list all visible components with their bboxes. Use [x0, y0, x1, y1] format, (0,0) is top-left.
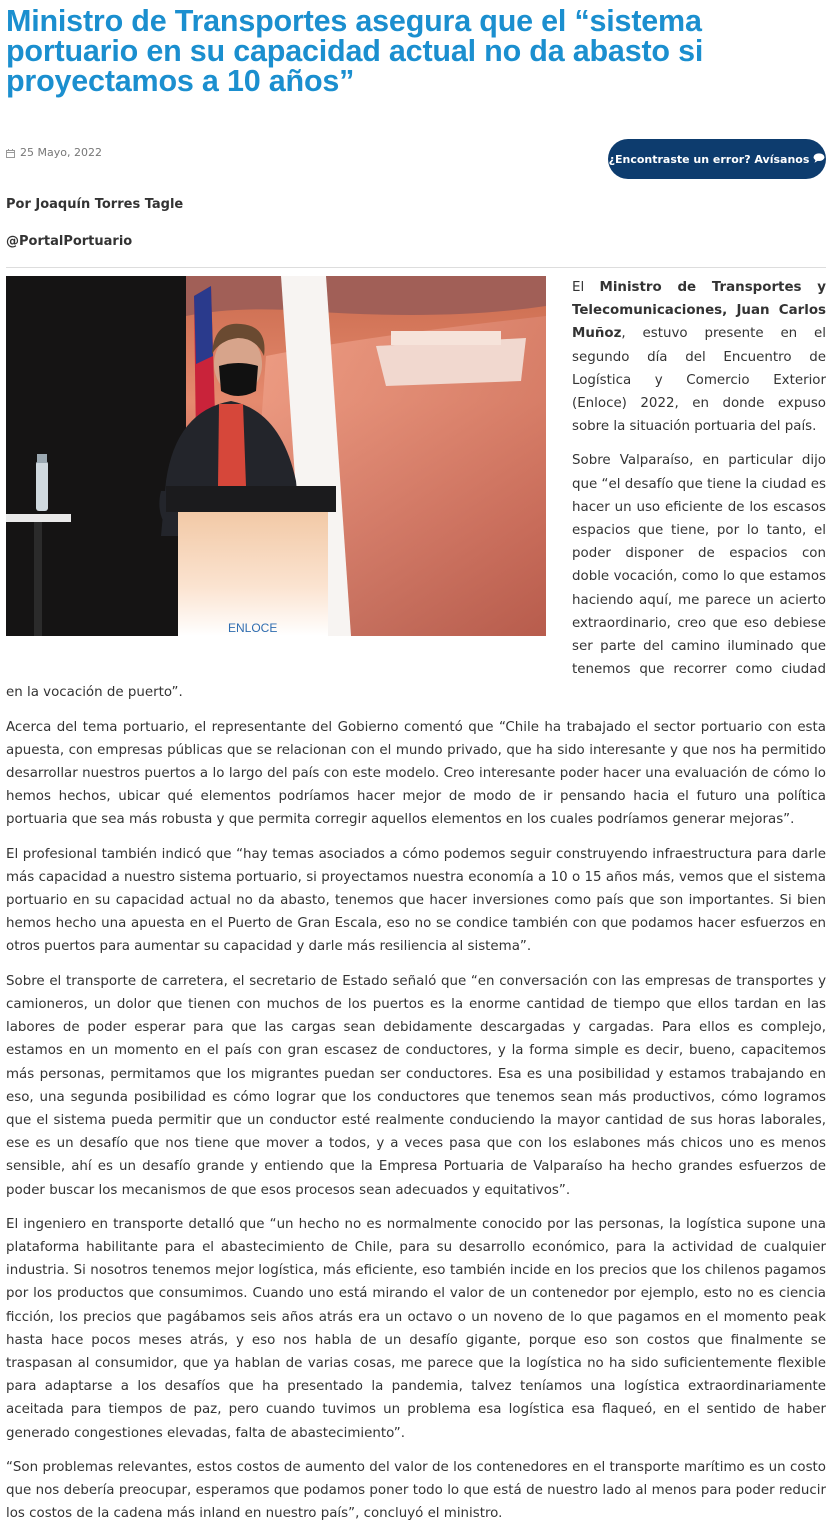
- paragraph-text: , estuvo presente en el segundo día del Encuentro de Logística y Comercio Exterior (Enloce) 2022, en donde expuso sobre la situación portuaria del país.: [572, 326, 826, 435]
- article-paragraph: El ingeniero en transporte detalló que “un hecho no es normalmente conocido por las personas, la logística supone una plataforma habilitante para el abastecimiento de Chile, para su desarrollo económico, para la actividad de cualquier industria. Si nosotros tenemos mejor logística, más eficiente, eso también incide en los precios que los chilenos pagamos por los productos que consumimos. Cuando uno está mirando el valor de un contenedor por ejemplo, esto no es ciencia ficción, los precios que pagábamos seis años atrás era un octavo o un noveno de lo que pagamos en el momento peak hasta hace pocos meses atrás, y eso nos habla de un desafío gigante, porque eso son costos que finalmente se traspasan al consumidor, que ya hablan de varias cosas, me parece que la logística no ha sido suficientemente flexible para adaptarse a los desafíos que ha presentado la pandemia, talvez teníamos una logística extraordinariamente aceitada para tiempos de paz, pero cuando tuvimos un problema esa logística esa flaqueó, en el sentido de haber generado congestiones elevadas, falta de abastecimiento”.: [6, 1216, 826, 1441]
- article-title: Ministro de Transportes asegura que el “sistema portuario en su capacidad actual no da abasto si proyectamos a 10 años”: [6, 4, 704, 98]
- publish-date: 25 Mayo, 2022: [20, 146, 102, 159]
- article-paragraph: Sobre Valparaíso, en particular dijo que “el desafío que tiene la ciudad es hacer un uso eficiente de los escasos espacios que tiene, por lo tanto, el poder disponer de espacios con doble vocación, como lo que estamos haciendo aquí, me parece un acierto extraordinario, creo que eso debiese ser parte del camino iluminado que tenemos que recorrer como ciudad en la vocación de puerto”.: [6, 453, 826, 701]
- report-error-button[interactable]: [608, 139, 826, 179]
- calendar-icon: [6, 148, 15, 157]
- comment-icon: [813, 153, 825, 166]
- header-divider: [6, 267, 826, 268]
- author-handle: @PortalPortuario: [6, 234, 133, 249]
- minister-name: Ministro de Transportes y Telecomunicaciones, Juan Carlos Muñoz: [572, 280, 826, 342]
- article-body: [6, 276, 826, 1536]
- author-byline: Por Joaquín Torres Tagle: [6, 197, 184, 212]
- article-paragraph: El profesional también indicó que “hay temas asociados a cómo podemos seguir construyendo infraestructura para darle más capacidad a nuestro sistema portuario, si proyectamos nuestra economía a 10 o 15 años más, vemos que el sistema portuario en su capacidad actual no da abasto, tenemos que hacer inversiones como país que son importantes. Si bien hemos hecho una apuesta en el Puerto de Gran Escala, eso no se condice también con que podamos hacer esfuerzos en otros puertos para aumentar su capacidad y darle más resiliencia al sistema”.: [6, 846, 826, 955]
- photo-float-spacer: [6, 276, 572, 660]
- photo-banner-text: ENLOCE: [228, 621, 278, 635]
- article-paragraph: Acerca del tema portuario, el representante del Gobierno comentó que “Chile ha trabajado el sector portuario con esta apuesta, con empresas públicas que se relacionan con el mundo privado, que ha sido interesante y que nos ha permitido desarrollar nuestros puertos a lo largo del país con este modelo. Creo interesante poder hacer una evaluación de cómo lo hemos hechos, ubicar qué elementos podríamos hacer mejor de modo de ir pensando hacia el futuro una política portuaria que sea más robusta y que permita corregir aquellos elementos en los cuales podríamos generar mejoras”.: [6, 719, 826, 828]
- report-error-label: ¿Encontraste un error? Avísanos: [608, 152, 810, 166]
- article-meta: [6, 146, 102, 159]
- article-paragraph: “Son problemas relevantes, estos costos de aumento del valor de los contenedores en el transporte marítimo es un costo que nos debería preocupar, esperamos que podamos poner todo lo que está de nuestro lado al menos para poder reducir los costos de la cadena más inland en nuestro país”, concluyó el ministro.: [6, 1459, 826, 1522]
- article-paragraph: Sobre el transporte de carretera, el secretario de Estado señaló que “en conversación con las empresas de transportes y camioneros, un dolor que tienen con muchos de los puertos es la enorme cantidad de tiempo que ellos tardan en las labores de poder esperar para que las cargas sean debidamente descargadas y cargadas. Para ellos es complejo, estamos en un momento en el país con gran escasez de conductores, y la forma simple es decir, bueno, capacitemos más personas, permitamos que los migrantes puedan ser conductores. Esa es una posibilidad y estamos trabajando en eso, una segunda posibilidad es cómo lograr que los conductores que tenemos sean más productivos, cómo logramos que el sistema pueda permitir que un conductor esté realmente conduciendo la mayor cantidad de sus horas laborales, ese es un desafío que nos tiene que mover a todos, y a veces pasa que con los eslabones más chicos uno es menos sensible, ahí es un desafío grande y entiendo que la Empresa Portuaria de Valparaíso ha hecho grandes esfuerzos de poder buscar los mecanismos de que esos procesos sean adecuados y equitativos”.: [6, 973, 826, 1198]
- paragraph-text: El: [572, 280, 600, 295]
